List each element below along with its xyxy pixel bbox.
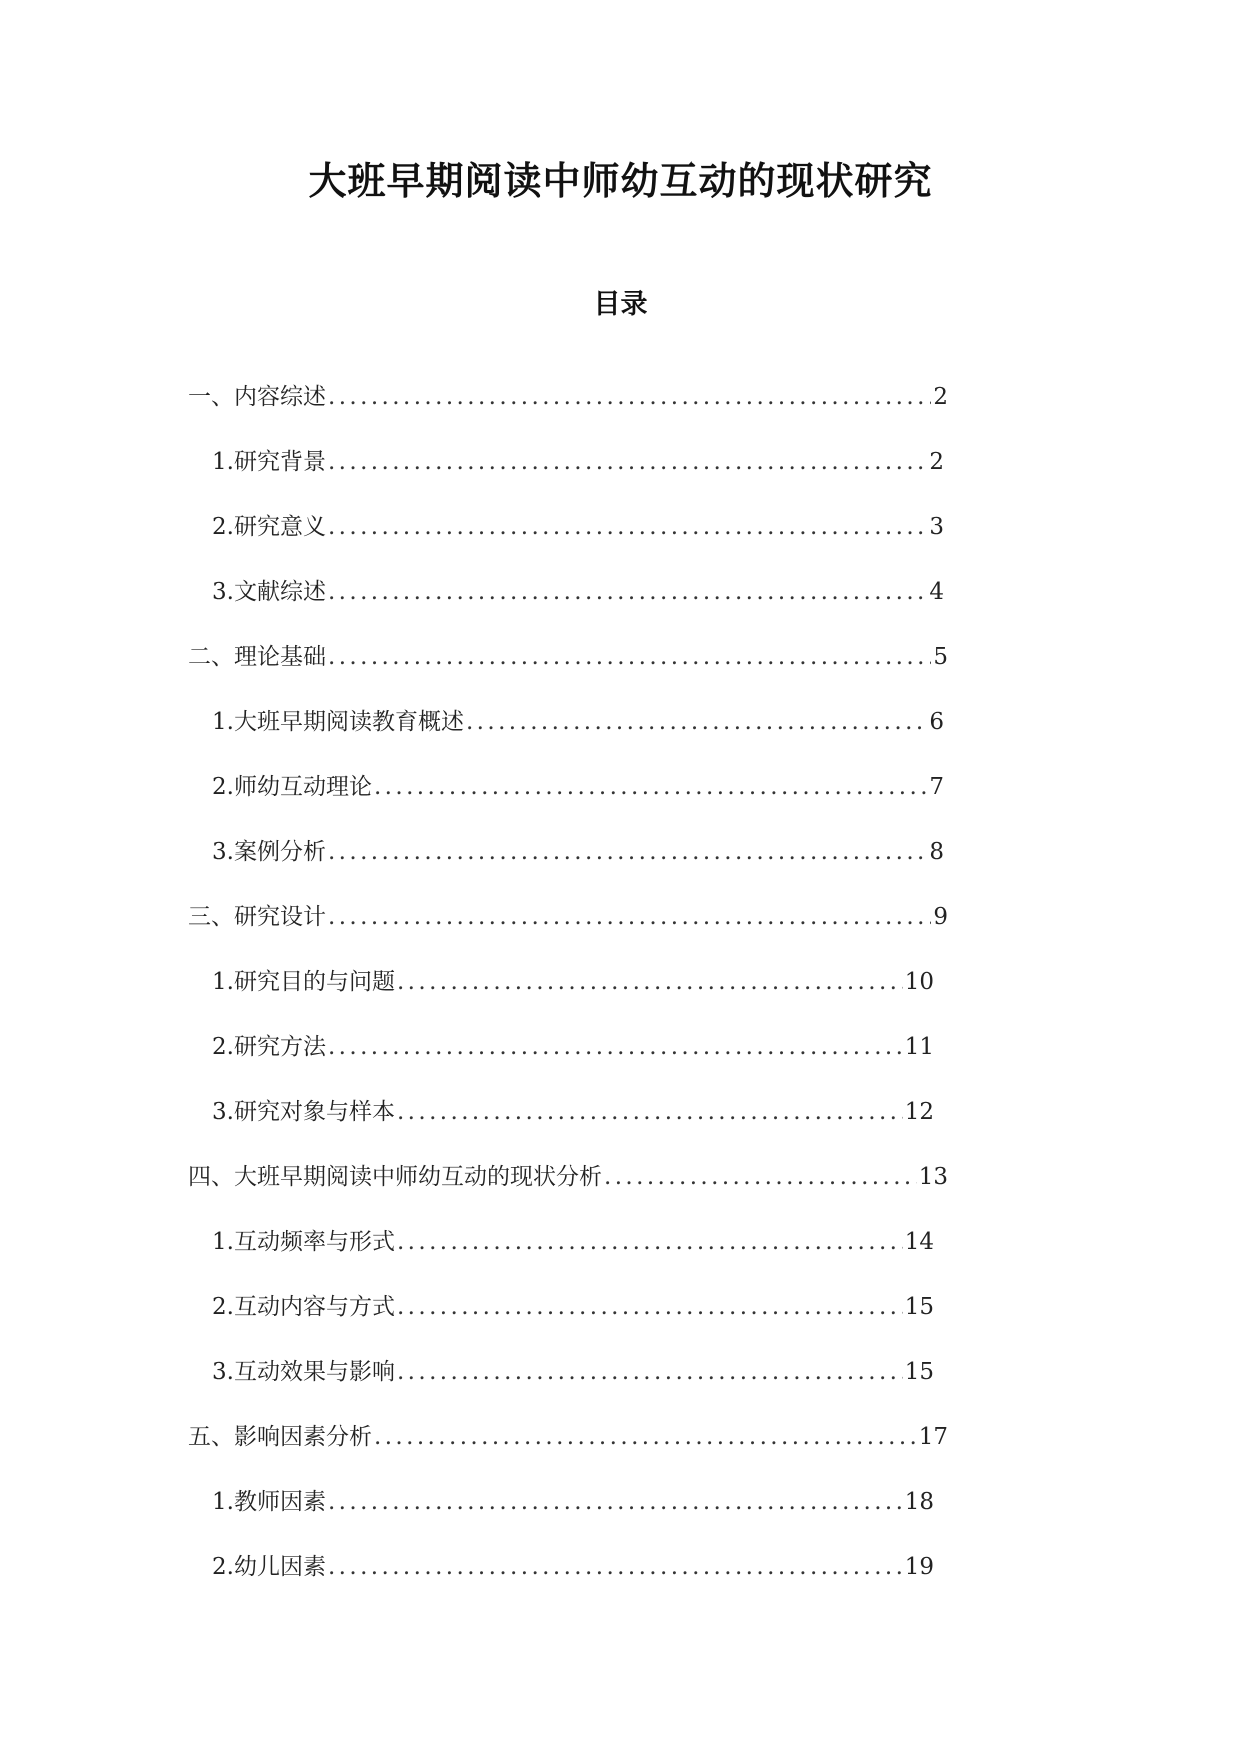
toc-dot-leader bbox=[328, 1485, 903, 1519]
toc-entry-page-number: 10 bbox=[904, 969, 934, 995]
toc-entry-title: 研究背景 bbox=[233, 449, 326, 475]
toc-entry-page-number: 12 bbox=[904, 1099, 934, 1125]
toc-entry-chapter[interactable] bbox=[0, 900, 1241, 965]
toc-entry-page-number: 18 bbox=[904, 1489, 934, 1515]
toc-dot-leader bbox=[328, 445, 927, 479]
toc-entry-page-number: 19 bbox=[904, 1554, 934, 1580]
toc-entry-number: 2. bbox=[212, 1294, 234, 1320]
toc-entry-title: 研究目的与问题 bbox=[233, 969, 395, 995]
toc-row bbox=[212, 705, 944, 739]
toc-entry-page-number: 7 bbox=[929, 774, 944, 800]
toc-entry-title: 互动内容与方式 bbox=[233, 1294, 395, 1320]
toc-row bbox=[212, 575, 944, 609]
toc-row bbox=[212, 1030, 934, 1064]
toc-entry-section[interactable] bbox=[0, 770, 1241, 835]
toc-row bbox=[212, 1290, 934, 1324]
toc-dot-leader bbox=[328, 1550, 903, 1584]
toc-dot-leader bbox=[397, 1355, 903, 1389]
toc-row bbox=[212, 1355, 934, 1389]
toc-dot-leader bbox=[328, 900, 931, 934]
toc-row bbox=[212, 1485, 934, 1519]
toc-entry-number: 1. bbox=[212, 1229, 234, 1255]
toc-dot-leader bbox=[328, 380, 931, 414]
toc-entry-chapter[interactable] bbox=[0, 1420, 1241, 1485]
toc-entry-section[interactable] bbox=[0, 510, 1241, 575]
toc-heading: 目录 bbox=[593, 289, 648, 320]
toc-dot-leader bbox=[328, 575, 927, 609]
table-of-contents bbox=[0, 380, 1241, 1615]
toc-entry-title: 大班早期阅读教育概述 bbox=[233, 709, 464, 735]
toc-entry-section[interactable] bbox=[0, 1485, 1241, 1550]
toc-entry-title: 研究方法 bbox=[233, 1034, 326, 1060]
toc-entry-page-number: 15 bbox=[904, 1359, 934, 1385]
toc-dot-leader bbox=[466, 705, 927, 739]
toc-entry-section[interactable] bbox=[0, 835, 1241, 900]
toc-entry-page-number: 8 bbox=[929, 839, 944, 865]
toc-entry-section[interactable] bbox=[0, 1550, 1241, 1615]
toc-row bbox=[188, 640, 948, 674]
toc-entry-section[interactable] bbox=[0, 1355, 1241, 1420]
toc-entry-chapter[interactable] bbox=[0, 640, 1241, 705]
toc-entry-title: 一、内容综述 bbox=[188, 384, 326, 410]
toc-row bbox=[188, 1160, 948, 1194]
toc-dot-leader bbox=[328, 510, 927, 544]
toc-entry-page-number: 17 bbox=[918, 1424, 948, 1450]
toc-dot-leader bbox=[328, 640, 931, 674]
toc-row bbox=[188, 380, 948, 414]
toc-entry-page-number: 3 bbox=[929, 514, 944, 540]
toc-entry-page-number: 2 bbox=[929, 449, 944, 475]
toc-entry-number: 1. bbox=[212, 449, 234, 475]
toc-dot-leader bbox=[397, 1290, 903, 1324]
toc-entry-page-number: 4 bbox=[929, 579, 944, 605]
toc-entry-page-number: 11 bbox=[904, 1034, 934, 1060]
document-title: 大班早期阅读中师幼互动的现状研究 bbox=[308, 158, 933, 203]
toc-row bbox=[212, 510, 944, 544]
toc-entry-title: 文献综述 bbox=[233, 579, 326, 605]
toc-entry-number: 3. bbox=[212, 579, 234, 605]
toc-entry-page-number: 5 bbox=[933, 644, 948, 670]
toc-entry-title: 二、理论基础 bbox=[188, 644, 326, 670]
toc-entry-title: 四、大班早期阅读中师幼互动的现状分析 bbox=[188, 1164, 602, 1190]
toc-entry-page-number: 6 bbox=[929, 709, 944, 735]
toc-row bbox=[188, 900, 948, 934]
toc-row bbox=[188, 1420, 948, 1454]
toc-entry-title: 互动效果与影响 bbox=[233, 1359, 395, 1385]
toc-entry-number: 3. bbox=[212, 839, 234, 865]
toc-row bbox=[212, 1095, 934, 1129]
toc-entry-title: 师幼互动理论 bbox=[233, 774, 372, 800]
toc-dot-leader bbox=[374, 1420, 917, 1454]
toc-entry-chapter[interactable] bbox=[0, 1160, 1241, 1225]
toc-row bbox=[212, 965, 934, 999]
toc-row bbox=[212, 835, 944, 869]
toc-dot-leader bbox=[397, 965, 903, 999]
toc-entry-page-number: 13 bbox=[918, 1164, 948, 1190]
toc-entry-title: 五、影响因素分析 bbox=[188, 1424, 372, 1450]
toc-entry-title: 三、研究设计 bbox=[188, 904, 326, 930]
toc-dot-leader bbox=[328, 1030, 903, 1064]
toc-entry-title: 研究对象与样本 bbox=[233, 1099, 395, 1125]
toc-entry-number: 2. bbox=[212, 774, 234, 800]
toc-row bbox=[212, 1225, 934, 1259]
toc-entry-section[interactable] bbox=[0, 445, 1241, 510]
toc-entry-number: 2. bbox=[212, 1034, 234, 1060]
toc-entry-title: 幼儿因素 bbox=[233, 1554, 326, 1580]
toc-dot-leader bbox=[397, 1095, 903, 1129]
toc-row bbox=[212, 770, 944, 804]
toc-dot-leader bbox=[397, 1225, 903, 1259]
toc-entry-section[interactable] bbox=[0, 575, 1241, 640]
toc-entry-page-number: 14 bbox=[904, 1229, 934, 1255]
toc-entry-title: 研究意义 bbox=[233, 514, 326, 540]
toc-entry-page-number: 2 bbox=[933, 384, 948, 410]
toc-entry-title: 案例分析 bbox=[233, 839, 326, 865]
toc-dot-leader bbox=[604, 1160, 917, 1194]
toc-row bbox=[212, 445, 944, 479]
toc-entry-page-number: 15 bbox=[904, 1294, 934, 1320]
toc-entry-section[interactable] bbox=[0, 1225, 1241, 1290]
toc-entry-number: 3. bbox=[212, 1099, 234, 1125]
toc-entry-section[interactable] bbox=[0, 965, 1241, 1030]
toc-dot-leader bbox=[328, 835, 927, 869]
toc-dot-leader bbox=[374, 770, 927, 804]
toc-entry-page-number: 9 bbox=[933, 904, 948, 930]
toc-entry-number: 2. bbox=[212, 1554, 234, 1580]
toc-entry-title: 互动频率与形式 bbox=[233, 1229, 395, 1255]
toc-entry-title: 教师因素 bbox=[233, 1489, 326, 1515]
toc-entry-section[interactable] bbox=[0, 1095, 1241, 1160]
toc-entry-number: 3. bbox=[212, 1359, 234, 1385]
toc-row bbox=[212, 1550, 934, 1584]
toc-entry-chapter[interactable] bbox=[0, 380, 1241, 445]
toc-entry-number: 1. bbox=[212, 1489, 234, 1515]
toc-entry-section[interactable] bbox=[0, 705, 1241, 770]
toc-entry-section[interactable] bbox=[0, 1290, 1241, 1355]
toc-entry-number: 2. bbox=[212, 514, 234, 540]
toc-entry-number: 1. bbox=[212, 969, 234, 995]
toc-entry-number: 1. bbox=[212, 709, 234, 735]
toc-entry-section[interactable] bbox=[0, 1030, 1241, 1095]
